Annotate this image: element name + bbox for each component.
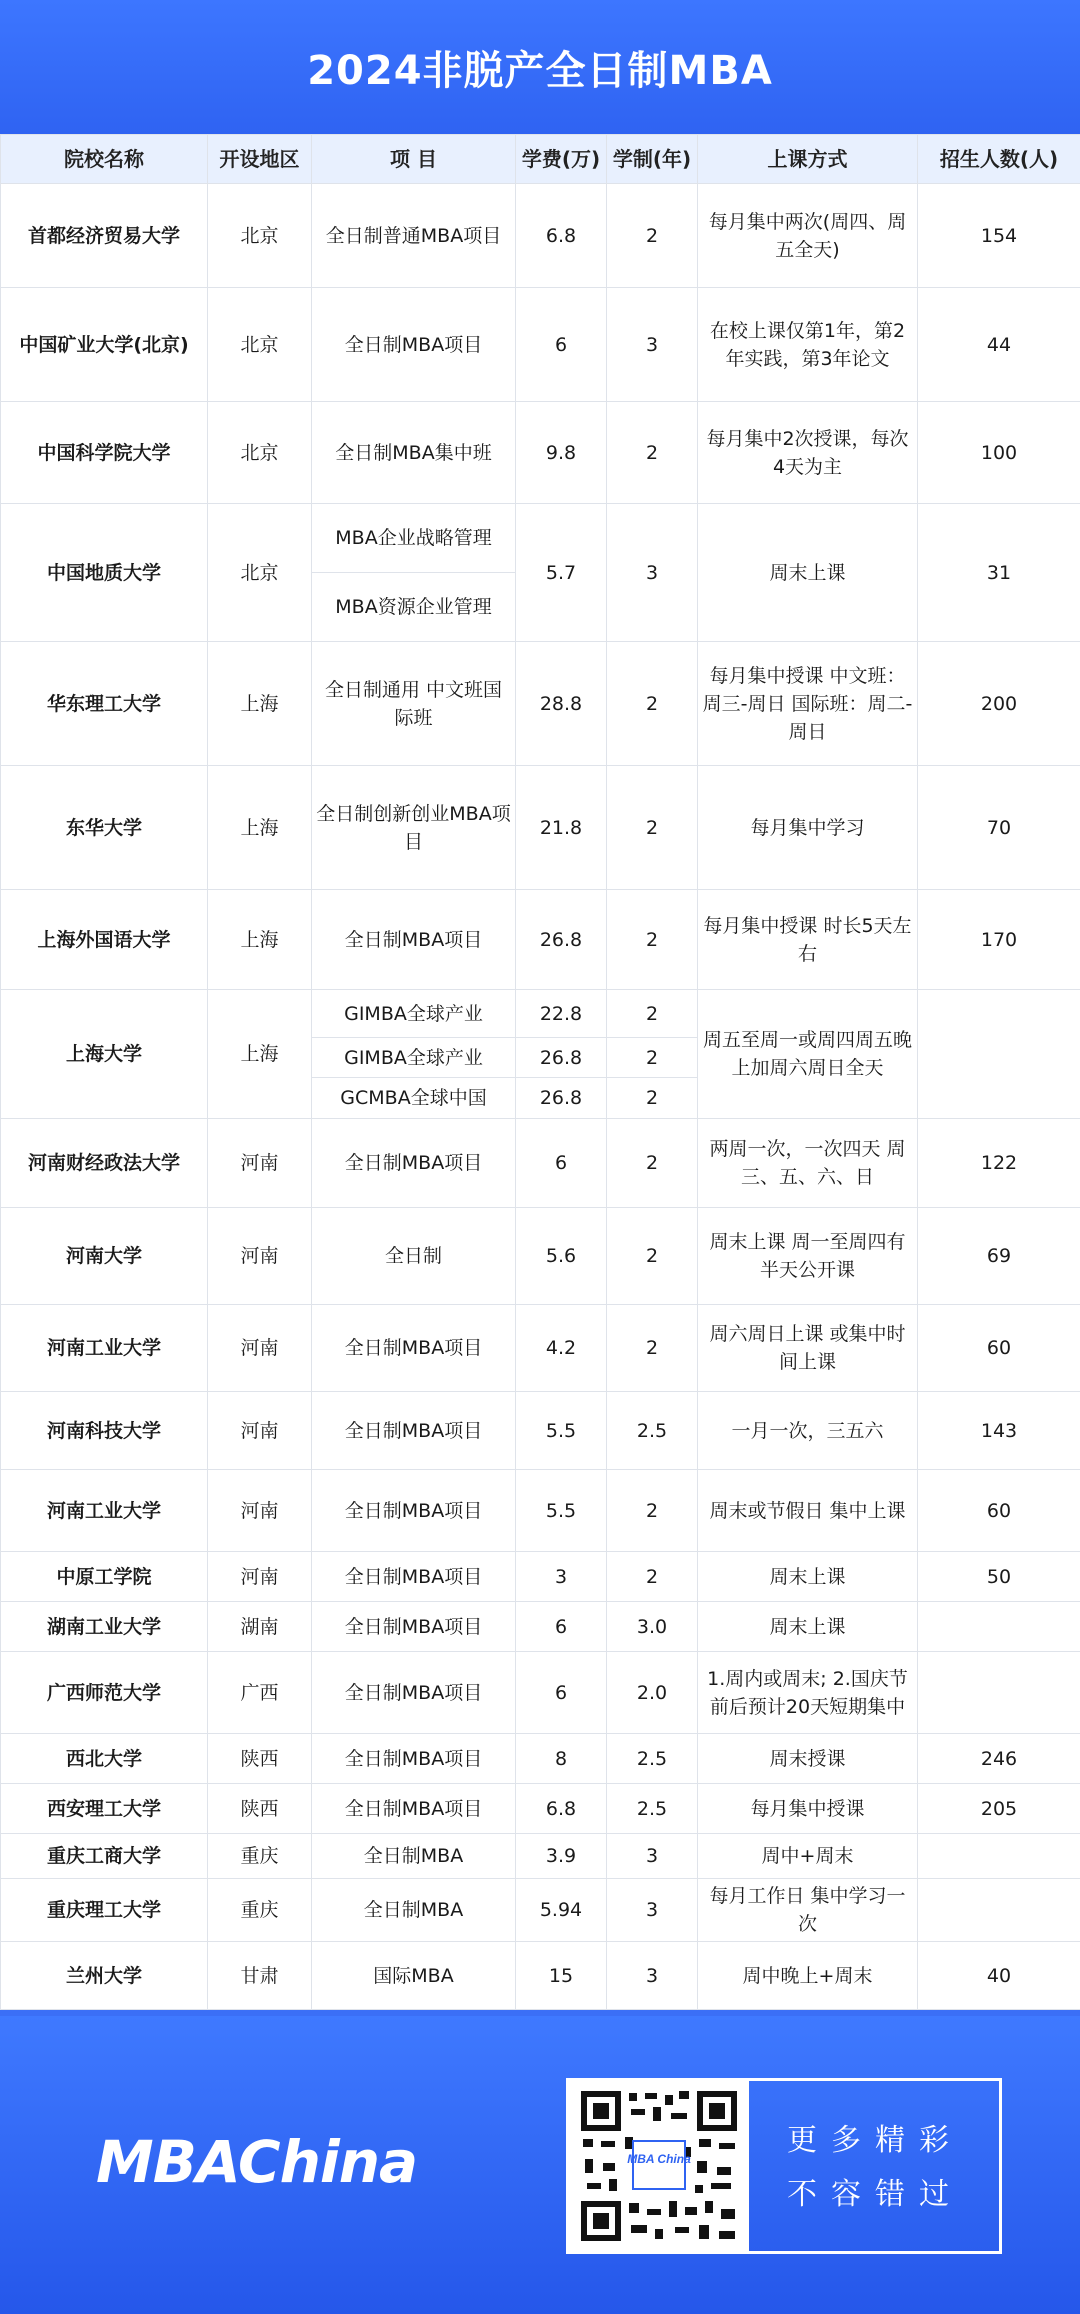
cell-program: 全日制MBA项目 bbox=[312, 890, 516, 990]
cell-program: 全日制MBA项目 bbox=[312, 1784, 516, 1834]
col-header-enroll: 招生人数(人) bbox=[918, 135, 1080, 184]
cell-enroll: 44 bbox=[918, 288, 1080, 402]
cell-years: 2 bbox=[607, 1038, 698, 1078]
cell-school: 西安理工大学 bbox=[1, 1784, 208, 1834]
cell-program: 全日制MBA bbox=[312, 1834, 516, 1879]
cell-region: 北京 bbox=[208, 184, 312, 288]
cell-mode: 1.周内或周末; 2.国庆节前后预计20天短期集中 bbox=[698, 1652, 918, 1734]
header bbox=[0, 0, 1080, 134]
cell-region: 河南 bbox=[208, 1119, 312, 1208]
cell-years: 2 bbox=[607, 990, 698, 1038]
slogan-line-1: 更多精彩 bbox=[787, 2123, 963, 2158]
cell-region: 河南 bbox=[208, 1470, 312, 1552]
cell-school: 上海大学 bbox=[1, 990, 208, 1119]
cell-years: 2 bbox=[607, 766, 698, 890]
cell-school: 重庆理工大学 bbox=[1, 1879, 208, 1942]
cell-school: 河南财经政法大学 bbox=[1, 1119, 208, 1208]
cell-region: 河南 bbox=[208, 1552, 312, 1602]
cell-school: 重庆工商大学 bbox=[1, 1834, 208, 1879]
table-row bbox=[1, 1734, 1080, 1784]
cell-years: 2 bbox=[607, 1078, 698, 1119]
table-row bbox=[1, 1392, 1080, 1470]
cell-school: 西北大学 bbox=[1, 1734, 208, 1784]
table-row bbox=[1, 1652, 1080, 1734]
cell-years: 2.5 bbox=[607, 1784, 698, 1834]
cell-school: 中国科学院大学 bbox=[1, 402, 208, 504]
cell-region: 河南 bbox=[208, 1208, 312, 1305]
cell-mode: 每月集中学习 bbox=[698, 766, 918, 890]
table-row bbox=[1, 642, 1080, 766]
cell-program: 全日制MBA项目 bbox=[312, 1392, 516, 1470]
cell-program: 国际MBA bbox=[312, 1942, 516, 2010]
cell-school: 河南工业大学 bbox=[1, 1305, 208, 1392]
footer-banner bbox=[0, 2016, 1080, 2314]
cell-program: 全日制MBA项目 bbox=[312, 1602, 516, 1652]
cell-fee: 5.7 bbox=[516, 504, 607, 642]
cell-enroll: 200 bbox=[918, 642, 1080, 766]
col-header-school: 院校名称 bbox=[1, 135, 208, 184]
cell-years: 3 bbox=[607, 1942, 698, 2010]
cell-years: 2 bbox=[607, 1208, 698, 1305]
cell-region: 上海 bbox=[208, 766, 312, 890]
cell-fee: 6 bbox=[516, 1119, 607, 1208]
cell-mode: 周末上课 bbox=[698, 1552, 918, 1602]
cell-program: 全日制MBA集中班 bbox=[312, 402, 516, 504]
cell-fee: 5.5 bbox=[516, 1392, 607, 1470]
page-title: 2024非脱产全日制MBA bbox=[307, 47, 773, 94]
cell-mode: 周六周日上课 或集中时间上课 bbox=[698, 1305, 918, 1392]
cell-school: 华东理工大学 bbox=[1, 642, 208, 766]
cell-mode: 每月工作日 集中学习一次 bbox=[698, 1879, 918, 1942]
cell-region: 甘肃 bbox=[208, 1942, 312, 2010]
table-row bbox=[1, 890, 1080, 990]
cell-school: 河南大学 bbox=[1, 1208, 208, 1305]
cell-enroll: 100 bbox=[918, 402, 1080, 504]
cell-fee: 6.8 bbox=[516, 184, 607, 288]
col-header-mode: 上课方式 bbox=[698, 135, 918, 184]
cell-fee: 28.8 bbox=[516, 642, 607, 766]
cell-years: 2.5 bbox=[607, 1392, 698, 1470]
col-header-program: 项 目 bbox=[312, 135, 516, 184]
cell-region: 上海 bbox=[208, 890, 312, 990]
qr-code bbox=[569, 2081, 749, 2251]
cell-school: 中国矿业大学(北京) bbox=[1, 288, 208, 402]
cell-program: 全日制 bbox=[312, 1208, 516, 1305]
cell-mode: 周中晚上+周末 bbox=[698, 1942, 918, 2010]
cell-region: 广西 bbox=[208, 1652, 312, 1734]
table-row bbox=[1, 1834, 1080, 1879]
cell-mode: 每月集中两次(周四、周五全天) bbox=[698, 184, 918, 288]
cell-mode: 每月集中授课 中文班：周三-周日 国际班：周二-周日 bbox=[698, 642, 918, 766]
cell-enroll: 70 bbox=[918, 766, 1080, 890]
cell-years: 3 bbox=[607, 1834, 698, 1879]
cell-school: 湖南工业大学 bbox=[1, 1602, 208, 1652]
cell-program: 全日制通用 中文班国际班 bbox=[312, 642, 516, 766]
cell-fee: 22.8 bbox=[516, 990, 607, 1038]
cell-school: 首都经济贸易大学 bbox=[1, 184, 208, 288]
cell-years: 2.5 bbox=[607, 1734, 698, 1784]
table-row bbox=[1, 1879, 1080, 1942]
cell-fee: 26.8 bbox=[516, 1078, 607, 1119]
cell-school: 兰州大学 bbox=[1, 1942, 208, 2010]
table-row bbox=[1, 990, 1080, 1038]
cell-program: 全日制创新创业MBA项目 bbox=[312, 766, 516, 890]
cell-fee: 21.8 bbox=[516, 766, 607, 890]
cell-years: 2 bbox=[607, 890, 698, 990]
cell-enroll: 246 bbox=[918, 1734, 1080, 1784]
cell-mode: 周末或节假日 集中上课 bbox=[698, 1470, 918, 1552]
cell-mode: 周末授课 bbox=[698, 1734, 918, 1784]
cell-school: 东华大学 bbox=[1, 766, 208, 890]
cell-school: 河南科技大学 bbox=[1, 1392, 208, 1470]
cell-fee: 4.2 bbox=[516, 1305, 607, 1392]
cell-years: 3.0 bbox=[607, 1602, 698, 1652]
cell-fee: 26.8 bbox=[516, 890, 607, 990]
qr-panel bbox=[566, 2078, 1002, 2254]
cell-fee: 26.8 bbox=[516, 1038, 607, 1078]
cell-fee: 15 bbox=[516, 1942, 607, 2010]
table-row bbox=[1, 504, 1080, 573]
cell-years: 2 bbox=[607, 1119, 698, 1208]
table-row bbox=[1, 1208, 1080, 1305]
table-row bbox=[1, 1470, 1080, 1552]
table-header-row bbox=[1, 135, 1080, 184]
table-row bbox=[1, 402, 1080, 504]
col-header-years: 学制(年) bbox=[607, 135, 698, 184]
cell-school: 河南工业大学 bbox=[1, 1470, 208, 1552]
cell-program: 全日制普通MBA项目 bbox=[312, 184, 516, 288]
cell-years: 2 bbox=[607, 184, 698, 288]
cell-years: 2 bbox=[607, 642, 698, 766]
table-row bbox=[1, 288, 1080, 402]
cell-program: 全日制MBA bbox=[312, 1879, 516, 1942]
cell-mode: 周中+周末 bbox=[698, 1834, 918, 1879]
cell-fee: 5.5 bbox=[516, 1470, 607, 1552]
cell-program: 全日制MBA项目 bbox=[312, 1119, 516, 1208]
cell-years: 3 bbox=[607, 1879, 698, 1942]
cell-mode: 每月集中2次授课，每次4天为主 bbox=[698, 402, 918, 504]
cell-enroll: 69 bbox=[918, 1208, 1080, 1305]
cell-enroll: 50 bbox=[918, 1552, 1080, 1602]
cell-fee: 6 bbox=[516, 1602, 607, 1652]
cell-years: 2 bbox=[607, 1552, 698, 1602]
cell-enroll: 31 bbox=[918, 504, 1080, 642]
table-row bbox=[1, 1305, 1080, 1392]
cell-years: 3 bbox=[607, 504, 698, 642]
cell-enroll bbox=[918, 1879, 1080, 1942]
cell-mode: 周末上课 bbox=[698, 1602, 918, 1652]
cell-fee: 6 bbox=[516, 1652, 607, 1734]
table-row bbox=[1, 1552, 1080, 1602]
cell-region: 陕西 bbox=[208, 1784, 312, 1834]
qr-code-icon bbox=[579, 2089, 739, 2243]
cell-enroll bbox=[918, 1834, 1080, 1879]
cell-region: 上海 bbox=[208, 990, 312, 1119]
cell-program: 全日制MBA项目 bbox=[312, 1734, 516, 1784]
mba-table bbox=[0, 134, 1080, 2010]
cell-enroll: 122 bbox=[918, 1119, 1080, 1208]
cell-enroll: 170 bbox=[918, 890, 1080, 990]
cell-years: 2.0 bbox=[607, 1652, 698, 1734]
cell-mode: 每月集中授课 时长5天左右 bbox=[698, 890, 918, 990]
cell-program: 全日制MBA项目 bbox=[312, 288, 516, 402]
cell-program: GIMBA全球产业 bbox=[312, 1038, 516, 1078]
cell-region: 北京 bbox=[208, 288, 312, 402]
cell-program: 全日制MBA项目 bbox=[312, 1470, 516, 1552]
cell-school: 中原工学院 bbox=[1, 1552, 208, 1602]
cell-fee: 9.8 bbox=[516, 402, 607, 504]
qr-label: MBA China bbox=[627, 2152, 691, 2166]
cell-years: 2 bbox=[607, 1305, 698, 1392]
table-row bbox=[1, 1119, 1080, 1208]
cell-program: 全日制MBA项目 bbox=[312, 1305, 516, 1392]
cell-years: 2 bbox=[607, 402, 698, 504]
cell-fee: 3.9 bbox=[516, 1834, 607, 1879]
cell-mode: 每月集中授课 bbox=[698, 1784, 918, 1834]
cell-enroll bbox=[918, 990, 1080, 1119]
cell-enroll: 60 bbox=[918, 1305, 1080, 1392]
cell-school: 上海外国语大学 bbox=[1, 890, 208, 990]
table-row bbox=[1, 1602, 1080, 1652]
col-header-fee: 学费(万) bbox=[516, 135, 607, 184]
cell-region: 北京 bbox=[208, 504, 312, 642]
cell-program: 全日制MBA项目 bbox=[312, 1652, 516, 1734]
table-row bbox=[1, 1942, 1080, 2010]
cell-fee: 5.94 bbox=[516, 1879, 607, 1942]
cell-enroll: 143 bbox=[918, 1392, 1080, 1470]
cell-fee: 6 bbox=[516, 288, 607, 402]
cell-mode: 一月一次，三五六 bbox=[698, 1392, 918, 1470]
cell-years: 3 bbox=[607, 288, 698, 402]
cell-mode: 周末上课 bbox=[698, 504, 918, 642]
cell-enroll: 60 bbox=[918, 1470, 1080, 1552]
cell-region: 湖南 bbox=[208, 1602, 312, 1652]
col-header-region: 开设地区 bbox=[208, 135, 312, 184]
cell-region: 河南 bbox=[208, 1392, 312, 1470]
table-row bbox=[1, 1784, 1080, 1834]
cell-program: GCMBA全球中国 bbox=[312, 1078, 516, 1119]
cell-region: 北京 bbox=[208, 402, 312, 504]
cell-school: 中国地质大学 bbox=[1, 504, 208, 642]
brand-logo: MBAChina bbox=[96, 2128, 418, 2196]
cell-enroll bbox=[918, 1652, 1080, 1734]
cell-years: 2 bbox=[607, 1470, 698, 1552]
cell-fee: 5.6 bbox=[516, 1208, 607, 1305]
cell-mode: 两周一次，一次四天 周三、五、六、日 bbox=[698, 1119, 918, 1208]
cell-program: MBA企业战略管理 bbox=[312, 504, 516, 573]
table-row bbox=[1, 184, 1080, 288]
cell-fee: 6.8 bbox=[516, 1784, 607, 1834]
cell-region: 上海 bbox=[208, 642, 312, 766]
cell-fee: 3 bbox=[516, 1552, 607, 1602]
cell-fee: 8 bbox=[516, 1734, 607, 1784]
cell-region: 陕西 bbox=[208, 1734, 312, 1784]
slogan-line-2: 不容错过 bbox=[787, 2177, 963, 2212]
cell-program: 全日制MBA项目 bbox=[312, 1552, 516, 1602]
cell-program: GIMBA全球产业 bbox=[312, 990, 516, 1038]
cell-mode: 周五至周一或周四周五晚上加周六周日全天 bbox=[698, 990, 918, 1119]
cell-region: 河南 bbox=[208, 1305, 312, 1392]
cell-mode: 在校上课仅第1年，第2年实践，第3年论文 bbox=[698, 288, 918, 402]
cell-mode: 周末上课 周一至周四有半天公开课 bbox=[698, 1208, 918, 1305]
cell-school: 广西师范大学 bbox=[1, 1652, 208, 1734]
table-row bbox=[1, 766, 1080, 890]
cell-region: 重庆 bbox=[208, 1879, 312, 1942]
cell-program: MBA资源企业管理 bbox=[312, 573, 516, 642]
cell-enroll bbox=[918, 1602, 1080, 1652]
cell-region: 重庆 bbox=[208, 1834, 312, 1879]
cell-enroll: 40 bbox=[918, 1942, 1080, 2010]
cell-enroll: 154 bbox=[918, 184, 1080, 288]
cell-enroll: 205 bbox=[918, 1784, 1080, 1834]
